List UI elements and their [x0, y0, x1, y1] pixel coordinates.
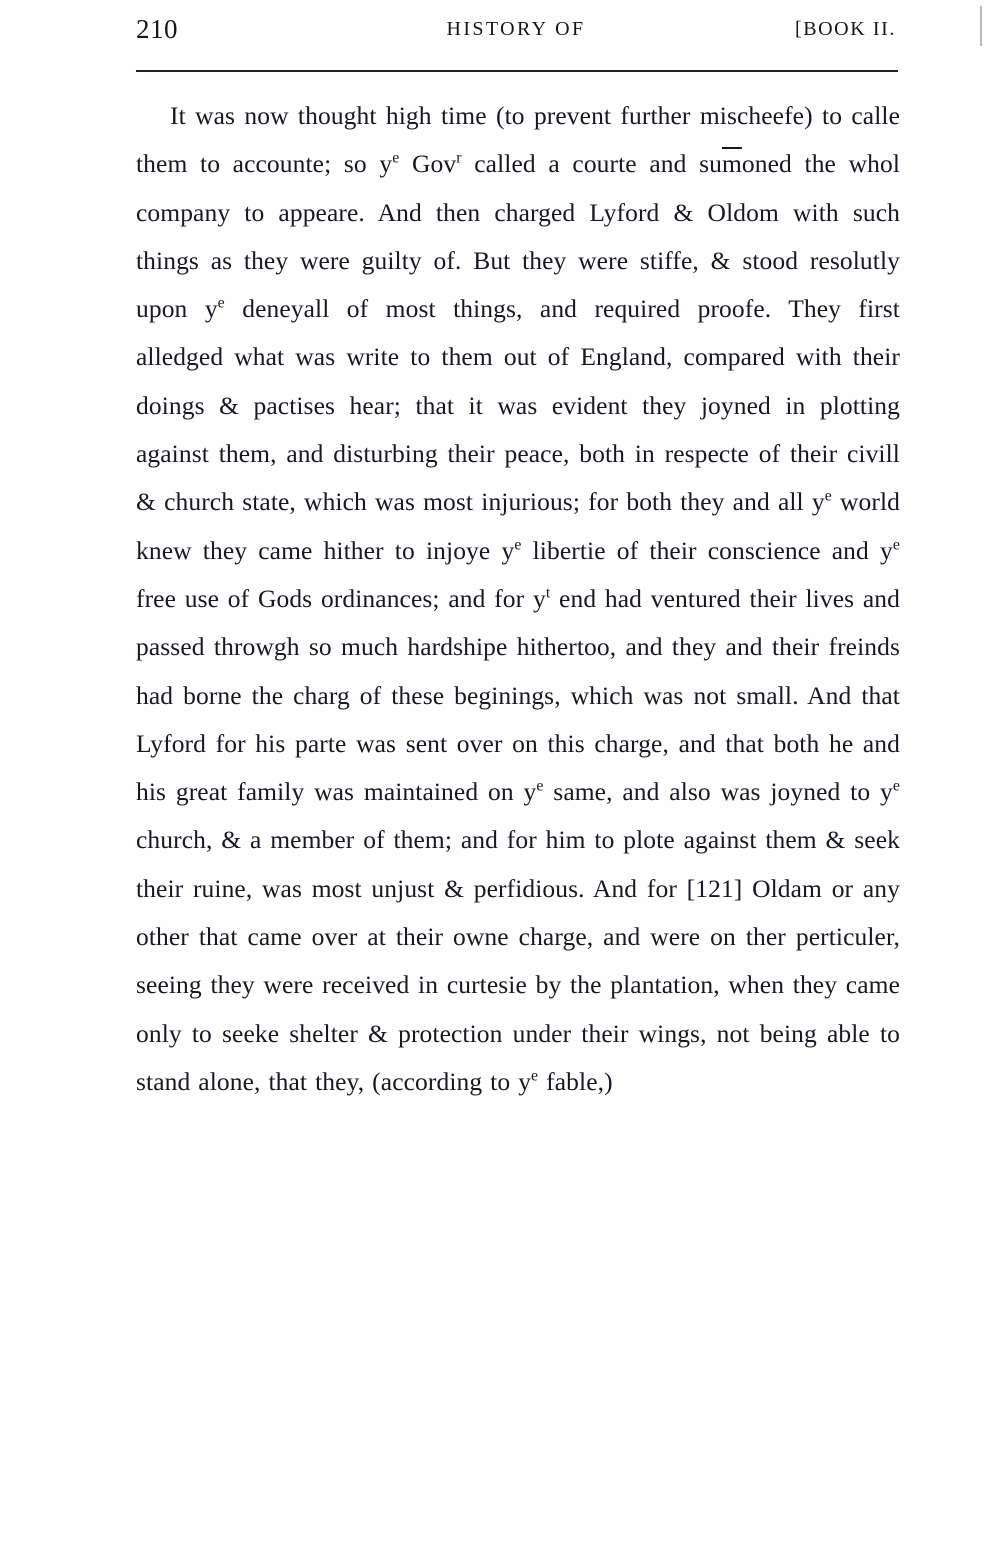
paragraph: It was now thought high time (to prevent further mischeefe) to calle them to accounte; so $y^e$ Gov$^r$ called a courte and $su\overline{m}oned$ the whol company to appeare. And then charged Lyford & Oldom with such things as they were guilty of. But they were stiffe, & stood resolutly upon $y^e$ deneyall of most things, and required proofe. They first alledged what was write to them out of England, compared with their doings & pactises hear; that it was evident they joyned in plotting against them, and disturbing their peace, both in respecte of their civill & church state, which was most injurious; for both they and all $y^e$ world knew they came hither to injoye $y^e$ libertie of their conscience and $y^e$ free use of Gods ordinances; and for $y^t$ end had ventured their lives and passed throwgh so much hardshipe hithertoo, and they and their freinds had borne the charg of these beginings, which was not small. And that Lyford for his parte was sent over on this charge, and that both he and his great family was maintained on $y^e$ same, and also was joyned to $y^e$ church, & a member of them; and for him to plote against them & seek their ruine, was most unjust & perfidious. And for [121] Oldam or any other that came over at their owne charge, and were on ther perticuler, seeing they were received in curtesie by the plantation, when they came only to seeke shelter & protection under their wings, not being able to stand alone, that they, (according to $y^e$ fable,)	[136, 101, 901, 1096]
book-label: [BOOK II.	[794, 18, 896, 40]
header-rule	[136, 70, 898, 72]
running-title: HISTORY OF	[446, 18, 586, 40]
body-text	[136, 92, 900, 1106]
page-number: 210	[136, 14, 178, 44]
running-head	[136, 14, 896, 50]
margin-tick-mark	[980, 6, 982, 46]
